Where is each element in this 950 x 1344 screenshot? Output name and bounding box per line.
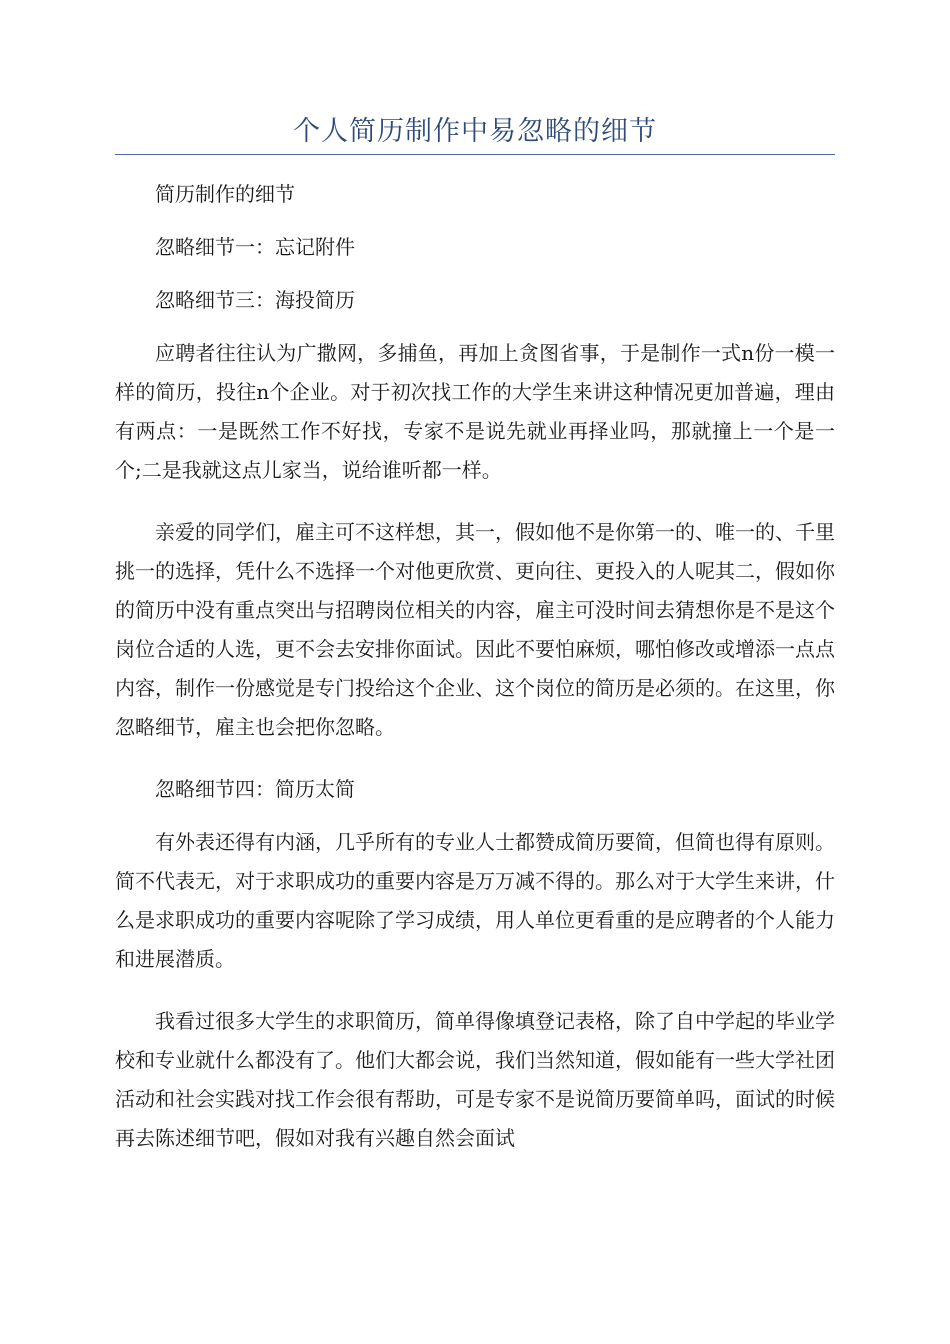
- paragraph-mass-applying: 应聘者往往认为广撒网，多捕鱼，再加上贪图省事，于是制作一式n份一模一样的简历，投往n个企业。对于初次找工作的大学生来讲这种情况更加普遍，理由有两点：一是既然工作不好找，专家不是说先就业再择业吗，那就撞上一个是一个;二是我就这点儿家当，说给谁听都一样。: [115, 341, 835, 482]
- section-heading-detail-three: 忽略细节三：海投简历: [155, 288, 355, 312]
- document-body: [115, 175, 835, 1181]
- title-underline: [115, 154, 835, 155]
- document-title: 个人简历制作中易忽略的细节: [293, 116, 657, 147]
- paragraph-employer-view: 亲爱的同学们，雇主可不这样想，其一，假如他不是你第一的、唯一的、千里挑一的选择，凭什么不选择一个对他更欣赏、更向往、更投入的人呢其二，假如你的简历中没有重点突出与招聘岗位相关的内容，雇主可没时间去猜想你是不是这个岗位合适的人选，更不会去安排你面试。因此不要怕麻烦，哪怕修改或增添一点点内容，制作一份感觉是专门投给这个企业、这个岗位的简历是必须的。在这里，你忽略细节，雇主也会把你忽略。: [115, 520, 835, 739]
- section-heading-resume-details: 简历制作的细节: [155, 182, 295, 206]
- paragraph-student-resumes: 我看过很多大学生的求职简历，简单得像填登记表格，除了自中学起的毕业学校和专业就什么都没有了。他们大都会说，我们当然知道，假如能有一些大学社团活动和社会实践对找工作会很有帮助，可是专家不是说简历要简单吗，面试的时候再去陈述细节吧，假如对我有兴趣自然会面试: [115, 1009, 835, 1150]
- paragraph-resume-too-simple: 有外表还得有内涵，几乎所有的专业人士都赞成简历要简，但简也得有原则。简不代表无，对于求职成功的重要内容是万万减不得的。那么对于大学生来讲，什么是求职成功的重要内容呢除了学习成绩，用人单位更看重的是应聘者的个人能力和进展潜质。: [115, 830, 835, 971]
- section-heading-detail-one: 忽略细节一：忘记附件: [155, 235, 355, 259]
- section-heading-detail-four: 忽略细节四：简历太简: [155, 777, 355, 801]
